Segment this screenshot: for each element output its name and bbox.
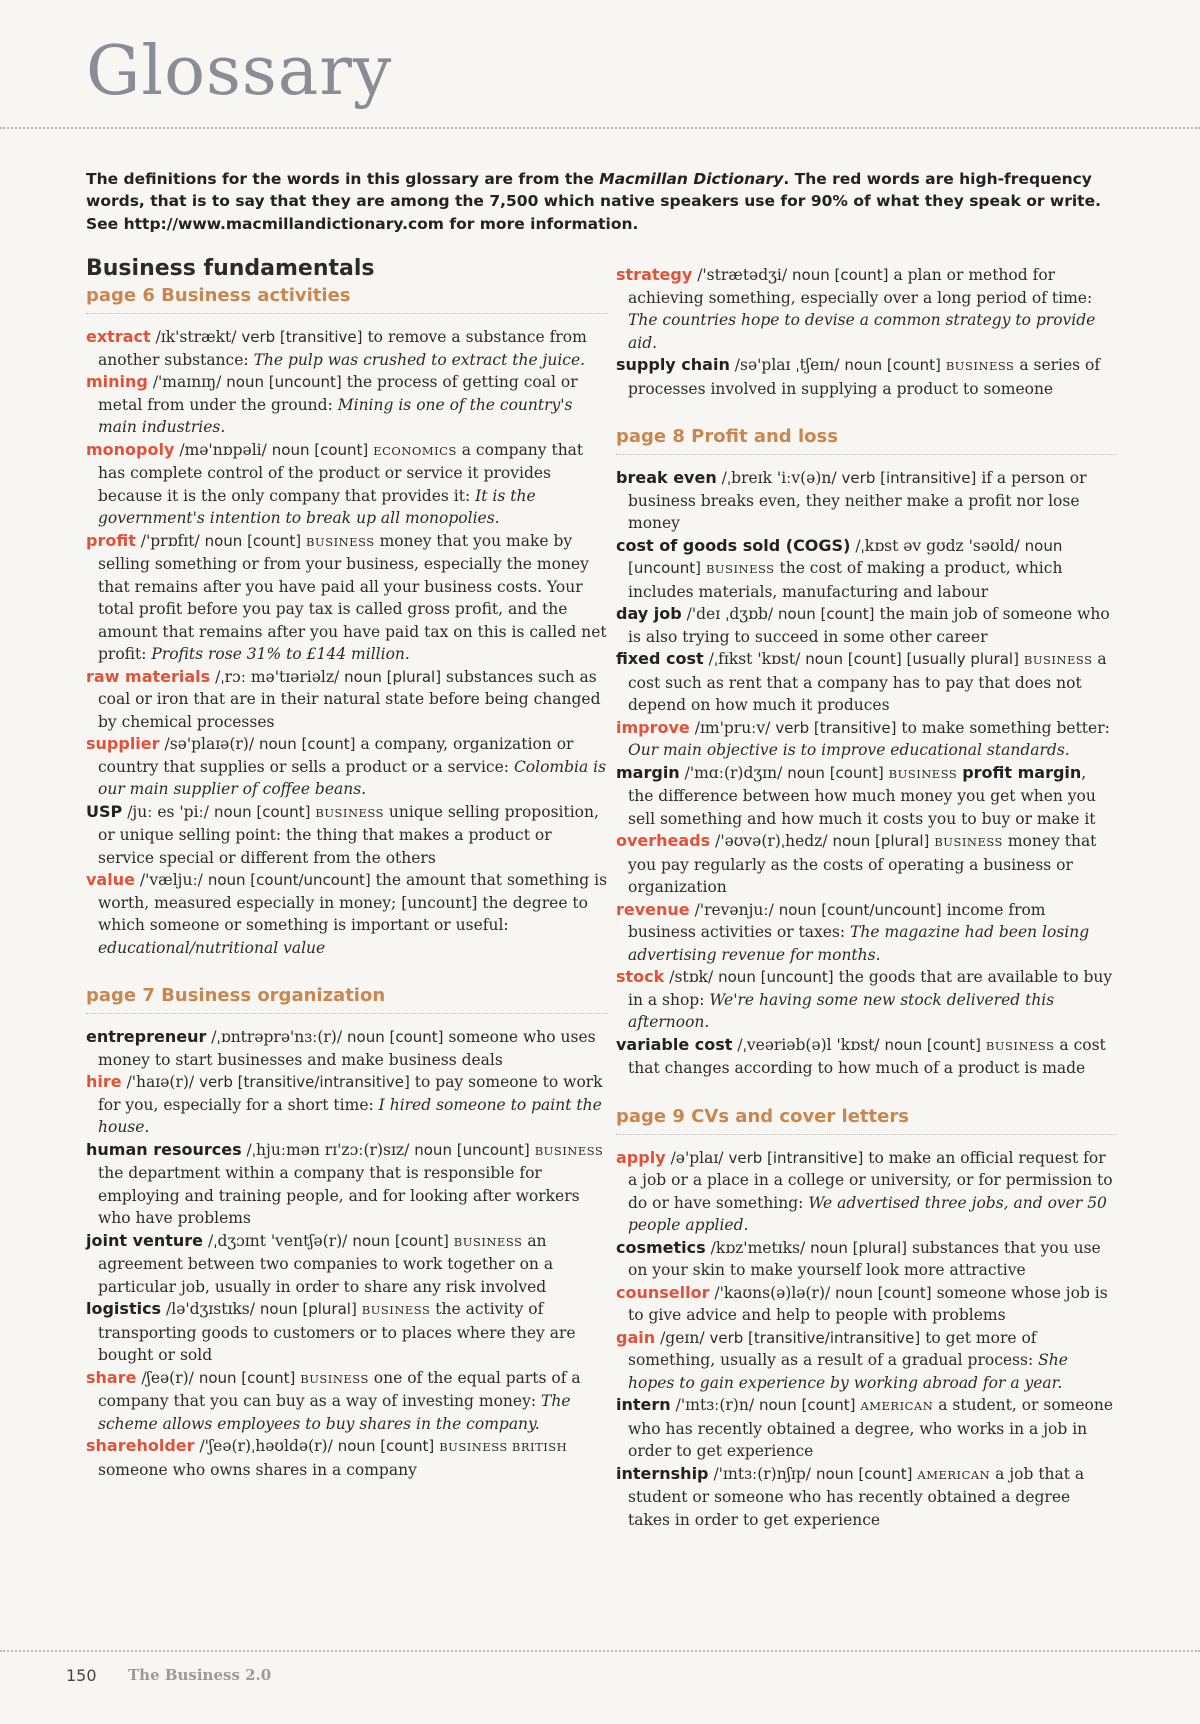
- grammar: noun [count]: [337, 1437, 435, 1455]
- definition: substances such as coal or iron that are in their natural state before being changed by chemical processes: [98, 667, 601, 731]
- definition: a student, or someone who has recently obtained a degree, who works in a job in order to get experience: [628, 1396, 1114, 1460]
- headword: supply chain: [616, 355, 730, 374]
- definition: money that you pay regularly as the costs of operating a business or organization: [628, 832, 1097, 896]
- definition: income from business activities or taxes:: [628, 900, 1046, 941]
- definition: a cost such as rent that a company has to pay that does not depend on how much it produces: [628, 650, 1107, 714]
- headword: strategy: [616, 265, 693, 284]
- definition: to make an official request for a job or a place in a college or university, or for permission to do or have something:: [628, 1148, 1113, 1212]
- headword: gain: [616, 1327, 656, 1347]
- definition: money that you make by selling something or from your business, especially the money that remains after you have paid all your business costs. Your total profit before you pay tax is called gross profit, and the amount that remains after you have paid tax on this is called net profit:: [98, 531, 607, 663]
- page-title: Glossary: [86, 32, 393, 111]
- pronunciation: /ˌhjuːmən rɪ'zɔː(r)sɪz/: [246, 1140, 410, 1159]
- grammar: noun [count]: [347, 1028, 444, 1046]
- pronunciation: /juː es 'piː/: [127, 802, 209, 821]
- usage-label: BUSINESS: [306, 534, 375, 549]
- entry-margin: margin /'mɑː(r)dʒɪn/ noun [count] BUSINESS profit margin, the difference between how much money you get when you sell something and how much it costs you to buy or make it: [616, 762, 1096, 828]
- headword: overheads: [616, 831, 711, 850]
- entry-revenue: [616, 899, 1116, 967]
- usage-label: AMERICAN: [860, 1399, 934, 1413]
- definition: a company, organization or country that supplies or sells a product or a service:: [98, 735, 574, 776]
- headword: revenue: [616, 899, 690, 919]
- pronunciation: /ˌdʒɔɪnt 'ventʃə(r)/: [207, 1231, 348, 1250]
- entry-profit: [86, 530, 608, 666]
- definition: the difference between how much money you get when you sell something and how much it costs you to buy or make it: [628, 787, 1096, 828]
- grammar: noun [count/uncount]: [207, 871, 371, 889]
- definition: someone who owns shares in a company: [98, 1460, 417, 1479]
- usage-label: ECONOMICS: [373, 443, 457, 458]
- pronunciation: /'ʃeə(r)ˌhəʊldə(r)/: [199, 1437, 333, 1455]
- left-column: [86, 256, 608, 1481]
- entry-monopoly: [86, 439, 608, 530]
- example: She hopes to gain experience by working abroad for a year.: [628, 1351, 1068, 1392]
- usage-label: BUSINESS: [934, 835, 1003, 849]
- headword: hire: [86, 1072, 122, 1091]
- grammar: noun [count]: [792, 266, 889, 284]
- definition: to make something better:: [901, 718, 1110, 737]
- usage-label: BUSINESS: [534, 1143, 604, 1158]
- pronunciation: /ˌfɪkst 'kɒst/: [708, 650, 801, 668]
- pronunciation: /ɪm'pruːv/: [694, 718, 771, 737]
- subheading-page-8: page 8 Profit and loss: [616, 426, 1116, 455]
- intro-text-2: . The red words are high-frequency words, that is to say that they are among the 7,500 which native speakers use for 90% of what they speak or write. See http://www.macmillandictionary.com for more information.: [86, 169, 1101, 233]
- pronunciation: /'maɪnɪŋ/: [152, 373, 222, 391]
- grammar: noun [count]: [352, 1231, 449, 1250]
- entry-day-job: [616, 603, 1116, 648]
- headword: extract: [86, 327, 151, 346]
- headword: monopoly: [86, 439, 175, 459]
- definition: a job that a student or someone who has recently obtained a degree takes in order to get experience: [628, 1464, 1085, 1529]
- subheading-page-7: page 7 Business organization: [86, 985, 608, 1014]
- pronunciation: /ˌveəriəb(ə)l 'kɒst/: [737, 1035, 880, 1054]
- entry-improve: [616, 717, 1116, 762]
- definition: one of the equal parts of a company that you can buy as a way of investing money:: [98, 1368, 581, 1410]
- usage-label: BUSINESS: [985, 1038, 1055, 1053]
- headword: intern: [616, 1395, 671, 1414]
- grammar: verb [transitive/intransitive]: [709, 1328, 921, 1347]
- grammar: noun [count]: [259, 735, 356, 753]
- grammar: verb [intransitive]: [728, 1148, 864, 1167]
- pronunciation: /'strætədʒi/: [697, 266, 788, 284]
- definition: if a person or business breaks even, they neither make a profit nor lose money: [628, 469, 1087, 532]
- usage-label: AMERICAN: [917, 1467, 991, 1482]
- definition: to get more of something, usually as a result of a gradual process:: [628, 1328, 1037, 1369]
- definition: the goods that are available to buy in a shop:: [628, 968, 1113, 1009]
- pronunciation: /sə'plaɪə(r)/: [164, 735, 255, 753]
- example: Profits rose 31% to £144 million.: [151, 645, 410, 663]
- definition: the process of getting coal or metal from under the ground:: [98, 373, 578, 414]
- grammar: noun [plural]: [810, 1238, 908, 1257]
- entry-cogs: [616, 535, 1116, 604]
- page-number: 150: [66, 1666, 97, 1685]
- subheading-page-6: page 6 Business activities: [86, 285, 608, 314]
- grammar: noun [count]: [759, 1396, 856, 1414]
- intro-text-1: The definitions for the words in this glossary are from the: [86, 169, 600, 188]
- pronunciation: /geɪn/: [660, 1328, 705, 1347]
- headword: shareholder: [86, 1436, 195, 1455]
- headword: share: [86, 1367, 137, 1387]
- entry-counsellor: [616, 1282, 1116, 1327]
- headword: mining: [86, 372, 148, 391]
- definition: the amount that something is worth, measured especially in money; [uncount] the degree to which someone or something is important or useful:: [98, 871, 608, 934]
- entry-variable-cost: [616, 1034, 1116, 1080]
- pronunciation: /ʃeə(r)/: [141, 1368, 194, 1387]
- entry-cosmetics: [616, 1237, 1116, 1282]
- intro-source: Macmillan Dictionary: [599, 169, 784, 188]
- pronunciation: /ˌɒntrəprə'nɜː(r)/: [211, 1028, 343, 1046]
- definition: the activity of transporting goods to customers or to places where they are bought or sold: [98, 1300, 576, 1364]
- grammar: noun [count]: [778, 605, 875, 623]
- grammar: noun [plural]: [344, 667, 442, 686]
- example: educational/nutritional value: [98, 938, 326, 957]
- pronunciation: /ɪk'strækt/: [155, 328, 237, 346]
- definition: to pay someone to work for you, especially for a short time:: [98, 1073, 603, 1114]
- grammar: noun [uncount]: [414, 1140, 530, 1159]
- usage-label: BUSINESS: [705, 562, 775, 576]
- headword: cosmetics: [616, 1237, 706, 1257]
- headword: counsellor: [616, 1282, 710, 1302]
- usage-label: BUSINESS BRITISH: [439, 1440, 568, 1454]
- pronunciation: /'ɪntɜː(r)n/: [675, 1396, 755, 1414]
- usage-label: BUSINESS: [1023, 653, 1093, 667]
- pronunciation: /'haɪə(r)/: [126, 1073, 195, 1091]
- headword: break even: [616, 468, 717, 487]
- cross-reference: profit margin: [962, 762, 1082, 782]
- entry-mining: [86, 371, 608, 439]
- pronunciation: /ˌbreɪk 'iːv(ə)n/: [721, 469, 837, 487]
- entry-entrepreneur: [86, 1026, 608, 1071]
- pronunciation: /'kaʊns(ə)lə(r)/: [714, 1283, 831, 1302]
- definition: a plan or method for achieving something, especially over a long period of time:: [628, 266, 1093, 307]
- definition: a series of processes involved in supplying a product to someone: [628, 356, 1101, 398]
- grammar: noun [count]: [835, 1283, 932, 1302]
- pronunciation: /stɒk/: [669, 968, 714, 986]
- subheading-page-9: page 9 CVs and cover letters: [616, 1106, 1116, 1135]
- headword: profit: [86, 530, 136, 550]
- usage-label: BUSINESS: [888, 766, 958, 781]
- headword: day job: [616, 604, 682, 623]
- example: The countries hope to devise a common strategy to provide aid.: [628, 311, 1096, 352]
- footer-divider: [0, 1650, 1200, 1652]
- entry-value: [86, 869, 608, 959]
- entry-apply: [616, 1147, 1116, 1237]
- example: It is the government's intention to break up all monopolies.: [98, 486, 536, 527]
- entry-stock: [616, 966, 1116, 1034]
- definition: someone who uses money to start businesses and make business deals: [98, 1028, 596, 1069]
- title-divider: [0, 127, 1200, 129]
- pronunciation: /ˌrɔː mə'tɪəriəlz/: [215, 667, 340, 686]
- entry-intern: [616, 1394, 1116, 1463]
- grammar: noun [count]: [844, 356, 941, 374]
- headword: improve: [616, 717, 690, 737]
- grammar: verb [intransitive]: [841, 469, 977, 487]
- pronunciation: /'ɪntɜː(r)nʃɪp/: [713, 1464, 812, 1483]
- entry-joint-venture: [86, 1230, 608, 1299]
- example: The magazine had been losing advertising revenue for months.: [628, 923, 1090, 964]
- usage-label: BUSINESS: [361, 1303, 431, 1317]
- pronunciation: /'prɒfɪt/: [140, 531, 200, 550]
- usage-label: BUSINESS: [315, 805, 384, 820]
- grammar: noun [count] [usually plural]: [805, 650, 1019, 668]
- example: The scheme allows employees to buy shares in the company.: [98, 1392, 571, 1433]
- definition: to remove a substance from another substance:: [98, 328, 587, 369]
- grammar: noun [count/uncount]: [778, 900, 942, 919]
- grammar: verb [transitive]: [241, 328, 363, 346]
- entry-strategy: [616, 264, 1116, 354]
- headword: cost of goods sold (COGS): [616, 535, 851, 555]
- usage-label: BUSINESS: [300, 1371, 369, 1386]
- entry-overheads: [616, 830, 1116, 899]
- entry-share: [86, 1367, 608, 1436]
- grammar: noun [count]: [198, 1368, 296, 1387]
- example: Our main objective is to improve educational standards.: [628, 741, 1070, 759]
- headword: fixed cost: [616, 649, 704, 668]
- example: The pulp was crushed to extract the juice.: [253, 350, 586, 369]
- grammar: noun [plural]: [259, 1300, 357, 1318]
- grammar: noun [count]: [884, 1035, 981, 1054]
- entry-usp: [86, 801, 608, 870]
- definition: a cost that changes according to how much of a product is made: [628, 1035, 1106, 1077]
- headword: supplier: [86, 734, 160, 753]
- entry-supply-chain: [616, 354, 1116, 400]
- intro-paragraph: [86, 168, 1106, 236]
- headword: margin: [616, 762, 680, 782]
- grammar: noun [uncount]: [718, 968, 834, 986]
- pronunciation: /'mɑː(r)dʒɪn/: [684, 763, 783, 782]
- definition: the cost of making a product, which includes materials, manufacturing and labour: [628, 559, 1063, 601]
- entry-extract: [86, 326, 608, 371]
- usage-label: BUSINESS: [945, 359, 1015, 373]
- grammar: noun [uncount]: [628, 536, 1063, 577]
- grammar: noun [uncount]: [226, 373, 342, 391]
- grammar: noun [plural]: [832, 832, 930, 850]
- definition: a company that has complete control of the product or service it provides because it is the only company that provides it:: [98, 440, 584, 505]
- book-title: The Business 2.0: [128, 1666, 272, 1684]
- definition: the department within a company that is responsible for employing and training people, and for looking after workers who have problems: [98, 1164, 580, 1227]
- definition: unique selling proposition, or unique selling point: the thing that makes a product or service special or different from the others: [98, 802, 599, 867]
- grammar: noun [count]: [204, 531, 302, 550]
- pronunciation: /sə'plaɪ ˌtʃeɪn/: [734, 356, 840, 374]
- example: We advertised three jobs, and over 50 people applied.: [628, 1193, 1107, 1234]
- entry-shareholder: [86, 1435, 608, 1481]
- definition: the main job of someone who is also trying to succeed in some other career: [628, 605, 1110, 646]
- pronunciation: /kɒz'metɪks/: [710, 1238, 806, 1257]
- grammar: verb [transitive/intransitive]: [199, 1073, 410, 1091]
- example: Mining is one of the country's main industries.: [98, 395, 573, 436]
- headword: entrepreneur: [86, 1027, 207, 1046]
- section-heading: Business fundamentals: [86, 256, 375, 281]
- grammar: noun [count]: [271, 440, 369, 459]
- entry-internship: [616, 1463, 1116, 1532]
- example: I hired someone to paint the house.: [98, 1095, 602, 1136]
- headword: internship: [616, 1463, 709, 1483]
- grammar: noun [count]: [787, 763, 884, 782]
- entry-human-resources: [86, 1139, 608, 1230]
- pronunciation: /'revənjuː/: [694, 900, 774, 919]
- headword: joint venture: [86, 1230, 204, 1250]
- usage-label: BUSINESS: [453, 1234, 523, 1249]
- pronunciation: /ˌkɒst əv gʊdz 'səʊld/: [855, 536, 1020, 555]
- headword: logistics: [86, 1299, 162, 1318]
- entry-break-even: [616, 467, 1116, 535]
- headword: stock: [616, 967, 665, 986]
- pronunciation: /mə'nɒpəli/: [179, 440, 267, 459]
- definition: someone whose job is to give advice and help to people with problems: [628, 1283, 1108, 1324]
- example: We're having some new stock delivered this afternoon.: [628, 990, 1055, 1031]
- pronunciation: /'deɪ ˌdʒɒb/: [686, 605, 774, 623]
- entry-fixed-cost: [616, 648, 1116, 717]
- definition: an agreement between two companies to work together on a particular job, usually in order to share any risk involved: [98, 1231, 554, 1296]
- grammar: noun [count]: [213, 802, 311, 821]
- headword: human resources: [86, 1139, 242, 1159]
- definition: substances that you use on your skin to make yourself look more attractive: [628, 1238, 1101, 1279]
- pronunciation: /ə'plaɪ/: [670, 1148, 724, 1167]
- pronunciation: /'əʊvə(r)ˌhedz/: [715, 832, 828, 850]
- right-column: [616, 264, 1116, 1531]
- headword: value: [86, 870, 135, 889]
- entry-gain: [616, 1327, 1116, 1395]
- headword: apply: [616, 1147, 666, 1167]
- grammar: verb [transitive]: [775, 718, 897, 737]
- headword: USP: [86, 801, 123, 821]
- entry-logistics: [86, 1298, 608, 1367]
- grammar: noun [count]: [815, 1464, 913, 1483]
- pronunciation: /lə'dʒɪstɪks/: [166, 1300, 255, 1318]
- entry-hire: [86, 1071, 608, 1139]
- entry-supplier: [86, 733, 608, 801]
- headword: variable cost: [616, 1034, 733, 1054]
- entry-raw-materials: [86, 666, 608, 734]
- headword: raw materials: [86, 666, 211, 686]
- example: Colombia is our main supplier of coffee beans.: [98, 757, 607, 798]
- pronunciation: /'væljuː/: [139, 871, 203, 889]
